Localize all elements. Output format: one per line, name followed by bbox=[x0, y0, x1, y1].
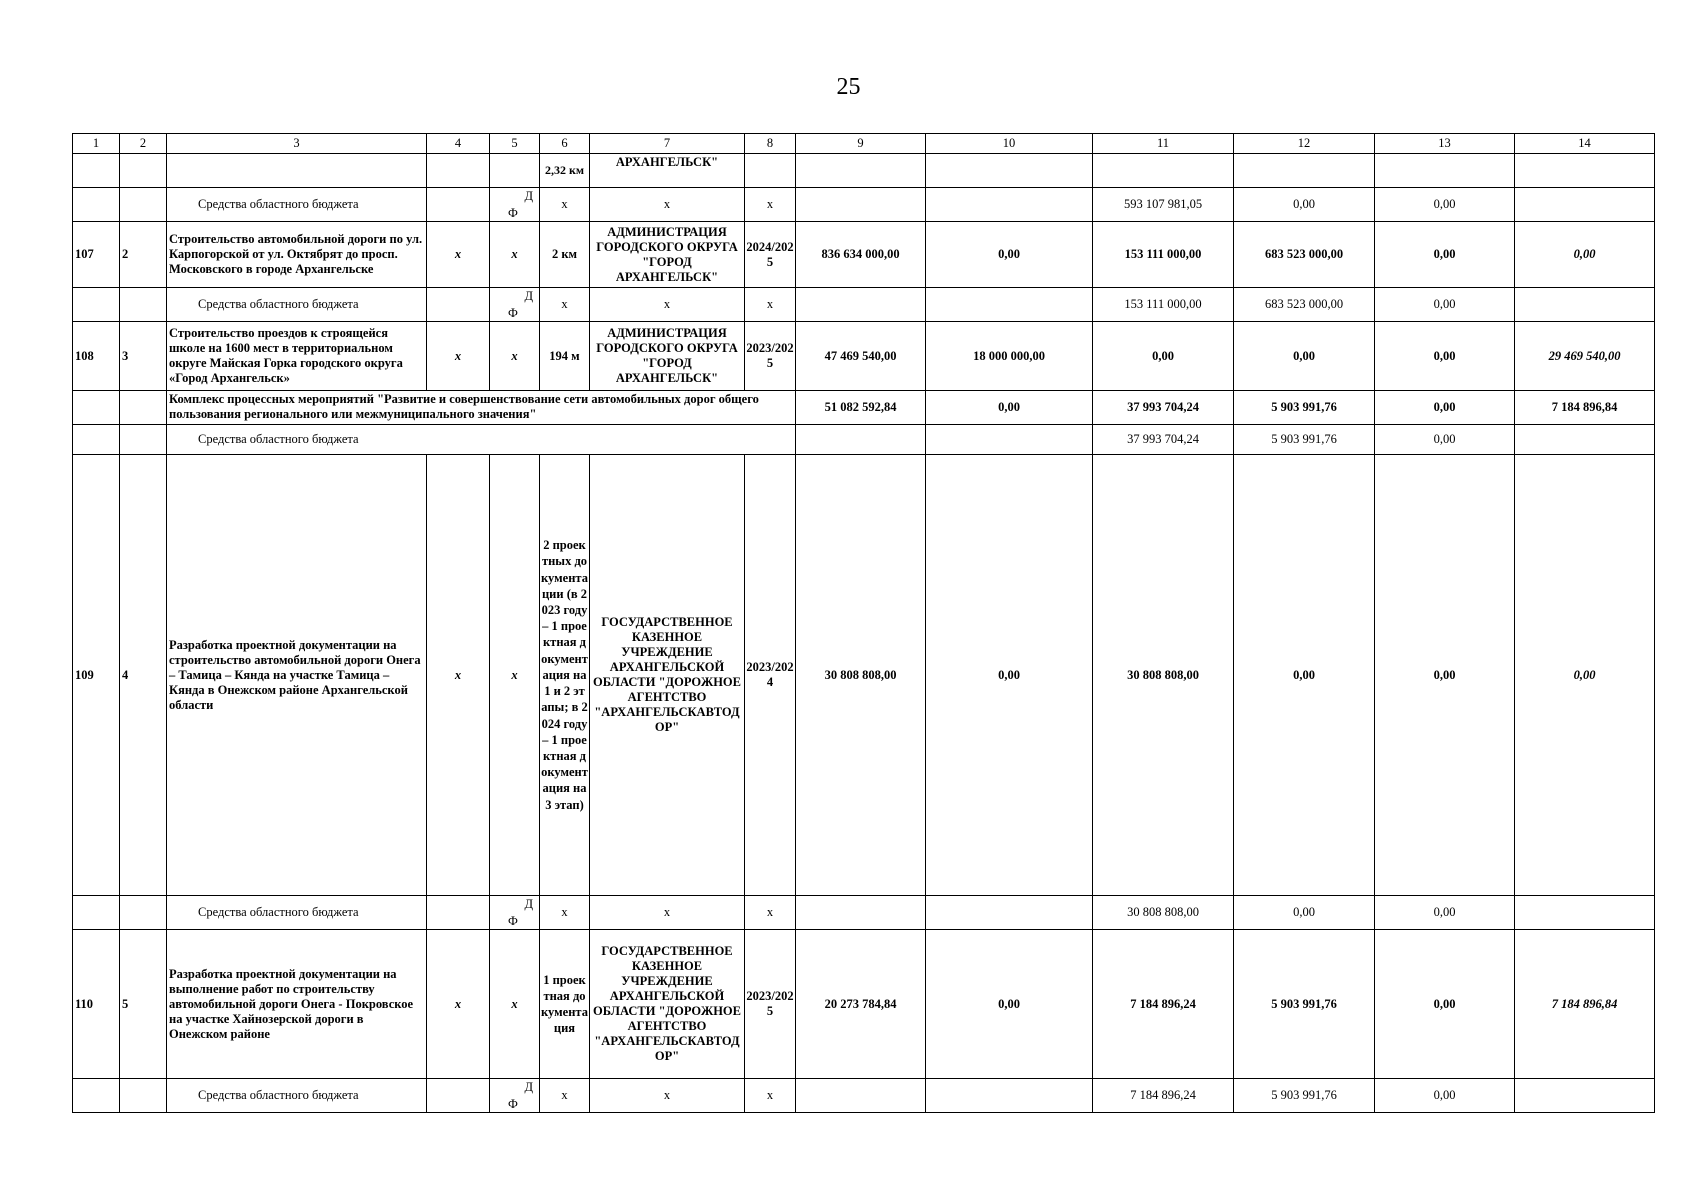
amount-cell: 0,00 bbox=[1375, 322, 1515, 391]
table-row-continuation bbox=[73, 154, 1655, 188]
organization-cell: АРХАНГЕЛЬСК" bbox=[590, 154, 745, 188]
amount-cell: 836 634 000,00 bbox=[796, 222, 926, 288]
amount-cell: 683 523 000,00 bbox=[1234, 288, 1375, 322]
budget-table bbox=[72, 133, 1655, 1113]
x-cell: х bbox=[745, 896, 796, 930]
amount-cell: 0,00 bbox=[926, 930, 1093, 1079]
df-marker: Д Ф bbox=[490, 288, 540, 322]
x-cell: x bbox=[427, 322, 490, 391]
complex-title: Комплекс процессных мероприятий "Развитие и совершенствование сети автомобильных дорог общего пользования регионального или межмуниципального значения" bbox=[167, 391, 796, 425]
organization-cell: АДМИНИСТРАЦИЯ ГОРОДСКОГО ОКРУГА "ГОРОД АРХАНГЕЛЬСК" bbox=[590, 222, 745, 288]
header-cell: 6 bbox=[540, 134, 590, 154]
measure-cell: 2 проектных документации (в 2023 году – 1 проектная документация на 1 и 2 этапы; в 2024 году – 1 проектная документация на 3 этап) bbox=[540, 455, 590, 896]
amount-cell: 7 184 896,24 bbox=[1093, 930, 1234, 1079]
funding-source-label: Средства областного бюджета bbox=[167, 188, 427, 222]
measure-cell: 194 м bbox=[540, 322, 590, 391]
x-cell: х bbox=[590, 188, 745, 222]
amount-cell: 5 903 991,76 bbox=[1234, 930, 1375, 1079]
x-cell: х bbox=[590, 1079, 745, 1113]
amount-cell: 593 107 981,05 bbox=[1093, 188, 1234, 222]
funding-source-label: Средства областного бюджета bbox=[167, 1079, 427, 1113]
table-row-regional-budget bbox=[73, 188, 1655, 222]
x-cell: х bbox=[590, 896, 745, 930]
amount-cell: 0,00 bbox=[1375, 1079, 1515, 1113]
df-marker: Д Ф bbox=[490, 188, 540, 222]
amount-cell: 7 184 896,24 bbox=[1093, 1079, 1234, 1113]
row-number: 109 bbox=[73, 455, 120, 896]
page-number: 25 bbox=[836, 74, 861, 100]
table-row-regional-budget bbox=[73, 288, 1655, 322]
df-marker: Д Ф bbox=[490, 896, 540, 930]
amount-cell: 683 523 000,00 bbox=[1234, 222, 1375, 288]
x-cell: х bbox=[590, 288, 745, 322]
header-cell: 12 bbox=[1234, 134, 1375, 154]
amount-cell: 37 993 704,24 bbox=[1093, 425, 1234, 455]
table-row-110 bbox=[73, 930, 1655, 1079]
x-cell: х bbox=[745, 1079, 796, 1113]
table-row-regional-budget bbox=[73, 425, 1655, 455]
x-cell: x bbox=[490, 930, 540, 1079]
x-cell: х bbox=[745, 288, 796, 322]
amount-cell: 0,00 bbox=[1515, 455, 1655, 896]
measure-cell: 2,32 км bbox=[540, 154, 590, 188]
column-number-row bbox=[73, 134, 1655, 154]
amount-cell: 20 273 784,84 bbox=[796, 930, 926, 1079]
period-cell: 2023/2025 bbox=[745, 322, 796, 391]
organization-cell: АДМИНИСТРАЦИЯ ГОРОДСКОГО ОКРУГА "ГОРОД АРХАНГЕЛЬСК" bbox=[590, 322, 745, 391]
amount-cell: 30 808 808,00 bbox=[796, 455, 926, 896]
amount-cell: 0,00 bbox=[1375, 288, 1515, 322]
header-cell: 1 bbox=[73, 134, 120, 154]
row-sub-number: 5 bbox=[120, 930, 167, 1079]
amount-cell: 0,00 bbox=[1375, 455, 1515, 896]
x-cell: х bbox=[540, 896, 590, 930]
amount-cell: 5 903 991,76 bbox=[1234, 1079, 1375, 1113]
row-sub-number: 4 bbox=[120, 455, 167, 896]
header-cell: 3 bbox=[167, 134, 427, 154]
amount-cell: 0,00 bbox=[1375, 188, 1515, 222]
amount-cell: 0,00 bbox=[1375, 222, 1515, 288]
amount-cell: 0,00 bbox=[1234, 455, 1375, 896]
amount-cell: 153 111 000,00 bbox=[1093, 222, 1234, 288]
x-cell: x bbox=[427, 455, 490, 896]
x-cell: х bbox=[540, 288, 590, 322]
amount-cell: 0,00 bbox=[1375, 391, 1515, 425]
header-cell: 11 bbox=[1093, 134, 1234, 154]
amount-cell: 0,00 bbox=[1515, 222, 1655, 288]
project-name: Разработка проектной документации на строительство автомобильной дороги Онега – Тамица – Кянда на участке Тамица – Кянда в Онежском районе Архангельской области bbox=[167, 455, 427, 896]
measure-cell: 2 км bbox=[540, 222, 590, 288]
x-cell: x bbox=[490, 222, 540, 288]
header-cell: 8 bbox=[745, 134, 796, 154]
table-row-regional-budget bbox=[73, 896, 1655, 930]
amount-cell: 5 903 991,76 bbox=[1234, 425, 1375, 455]
amount-cell: 30 808 808,00 bbox=[1093, 455, 1234, 896]
x-cell: x bbox=[427, 222, 490, 288]
amount-cell: 0,00 bbox=[926, 222, 1093, 288]
amount-cell: 0,00 bbox=[1234, 896, 1375, 930]
measure-cell: 1 проектная документация bbox=[540, 930, 590, 1079]
row-sub-number: 3 bbox=[120, 322, 167, 391]
table-row-109 bbox=[73, 455, 1655, 896]
organization-cell: ГОСУДАРСТВЕННОЕ КАЗЕННОЕ УЧРЕЖДЕНИЕ АРХАНГЕЛЬСКОЙ ОБЛАСТИ "ДОРОЖНОЕ АГЕНТСТВО "АРХАНГЕЛЬСКАВТОДОР" bbox=[590, 930, 745, 1079]
x-cell: x bbox=[427, 930, 490, 1079]
amount-cell: 0,00 bbox=[1234, 322, 1375, 391]
header-cell: 4 bbox=[427, 134, 490, 154]
header-cell: 2 bbox=[120, 134, 167, 154]
amount-cell: 51 082 592,84 bbox=[796, 391, 926, 425]
x-cell: x bbox=[490, 322, 540, 391]
amount-cell: 47 469 540,00 bbox=[796, 322, 926, 391]
table-row-108 bbox=[73, 322, 1655, 391]
amount-cell: 0,00 bbox=[926, 455, 1093, 896]
header-cell: 14 bbox=[1515, 134, 1655, 154]
header-cell: 9 bbox=[796, 134, 926, 154]
project-name: Строительство проездов к строящейся школе на 1600 мест в территориальном округе Майская Горка городского округа «Город Архангельск» bbox=[167, 322, 427, 391]
amount-cell: 37 993 704,24 bbox=[1093, 391, 1234, 425]
amount-cell: 0,00 bbox=[1093, 322, 1234, 391]
df-marker: Д Ф bbox=[490, 1079, 540, 1113]
project-name: Разработка проектной документации на выполнение работ по строительству автомобильной дороги Онега - Покровское на участке Хайнозерской дороги в Онежском районе bbox=[167, 930, 427, 1079]
period-cell: 2023/2024 bbox=[745, 455, 796, 896]
table-row-complex bbox=[73, 391, 1655, 425]
organization-cell: ГОСУДАРСТВЕННОЕ КАЗЕННОЕ УЧРЕЖДЕНИЕ АРХАНГЕЛЬСКОЙ ОБЛАСТИ "ДОРОЖНОЕ АГЕНТСТВО "АРХАНГЕЛЬСКАВТОДОР" bbox=[590, 455, 745, 896]
project-name: Строительство автомобильной дороги по ул. Карпогорской от ул. Октябрят до просп. Московского в городе Архангельске bbox=[167, 222, 427, 288]
table-row-regional-budget bbox=[73, 1079, 1655, 1113]
x-cell: х bbox=[745, 188, 796, 222]
amount-cell: 30 808 808,00 bbox=[1093, 896, 1234, 930]
amount-cell: 0,00 bbox=[1375, 896, 1515, 930]
amount-cell: 153 111 000,00 bbox=[1093, 288, 1234, 322]
row-number: 107 bbox=[73, 222, 120, 288]
amount-cell: 29 469 540,00 bbox=[1515, 322, 1655, 391]
period-cell: 2024/2025 bbox=[745, 222, 796, 288]
header-cell: 7 bbox=[590, 134, 745, 154]
header-cell: 13 bbox=[1375, 134, 1515, 154]
amount-cell: 0,00 bbox=[1375, 425, 1515, 455]
period-cell: 2023/2025 bbox=[745, 930, 796, 1079]
x-cell: х bbox=[540, 1079, 590, 1113]
x-cell: x bbox=[490, 455, 540, 896]
amount-cell: 18 000 000,00 bbox=[926, 322, 1093, 391]
header-cell: 10 bbox=[926, 134, 1093, 154]
amount-cell: 0,00 bbox=[1375, 930, 1515, 1079]
row-number: 110 bbox=[73, 930, 120, 1079]
x-cell: х bbox=[540, 188, 590, 222]
header-cell: 5 bbox=[490, 134, 540, 154]
funding-source-label: Средства областного бюджета bbox=[167, 425, 796, 455]
amount-cell: 7 184 896,84 bbox=[1515, 391, 1655, 425]
table-row-107 bbox=[73, 222, 1655, 288]
amount-cell: 5 903 991,76 bbox=[1234, 391, 1375, 425]
funding-source-label: Средства областного бюджета bbox=[167, 288, 427, 322]
amount-cell: 7 184 896,84 bbox=[1515, 930, 1655, 1079]
funding-source-label: Средства областного бюджета bbox=[167, 896, 427, 930]
row-sub-number: 2 bbox=[120, 222, 167, 288]
amount-cell: 0,00 bbox=[1234, 188, 1375, 222]
row-number: 108 bbox=[73, 322, 120, 391]
amount-cell: 0,00 bbox=[926, 391, 1093, 425]
